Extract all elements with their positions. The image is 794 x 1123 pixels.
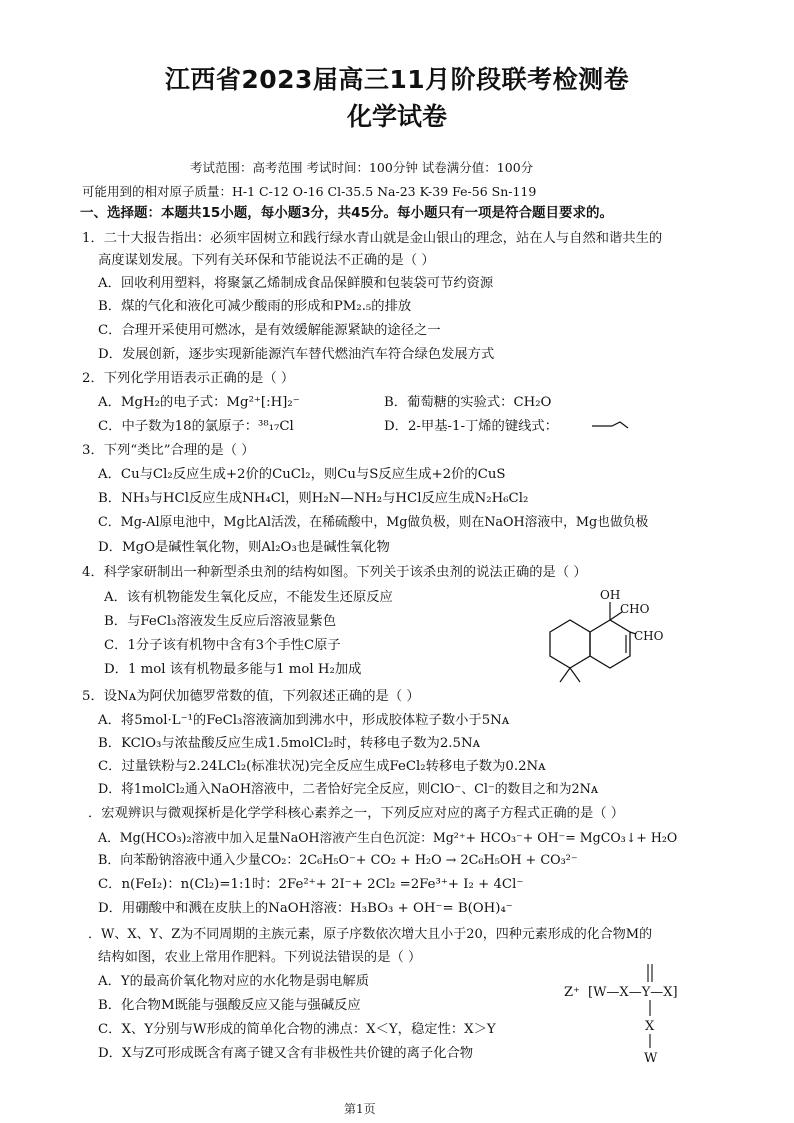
exam-title: 江西省2023届高三11月阶段联考检测卷 <box>164 65 630 94</box>
oh-label: OH <box>600 588 621 602</box>
page-number: 第1页 <box>344 1102 376 1116</box>
q1-option-c: C．合理开采使用可燃冰，是有效缓解能源紧缺的途径之一 <box>98 323 441 338</box>
section-heading: 一、选择题：本题共15小题，每小题3分，共45分。每小题只有一项是符合题目要求的。 <box>80 205 613 221</box>
struct-x-label: X <box>645 1019 655 1034</box>
q7-option-a: A．Y的最高价氧化物对应的水化物是弱电解质 <box>98 974 370 989</box>
q4-option-d: D．1 mol 该有机物最多能与1 mol H₂加成 <box>104 662 362 677</box>
struct-z-label: Z⁺ <box>564 985 580 1000</box>
compound-m-structure-diagram <box>560 958 700 1068</box>
q7-option-c: C．X、Y分别与W形成的简单化合物的沸点：X＜Y，稳定性：X＞Y <box>98 1022 496 1037</box>
q1-option-b: B．煤的气化和液化可减少酸雨的形成和PM₂.₅的排放 <box>98 299 412 314</box>
q1-option-d: D．发展创新，逐步实现新能源汽车替代燃油汽车符合绿色发展方式 <box>98 347 495 362</box>
q6-option-c: C．n(FeI₂)：n(Cl₂)=1:1时：2Fe²⁺+ 2I⁻+ 2Cl₂ =2Fe³⁺+ I₂ + 4Cl⁻ <box>98 877 524 892</box>
q5-option-a: A．将5mol·L⁻¹的FeCl₃溶液滴加到沸水中，形成胶体粒子数小于5Nᴀ <box>98 713 510 728</box>
q6-option-a: A．Mg(HCO₃)₂溶液中加入足量NaOH溶液产生白色沉淀：Mg²⁺+ HCO₃⁻+ OH⁻= MgCO₃↓+ H₂O <box>98 830 678 845</box>
q1-option-a: A．回收利用塑料，将聚氯乙烯制成食品保鲜膜和包装袋可节约资源 <box>98 276 494 291</box>
q4-option-a: A．该有机物能发生氧化反应，不能发生还原反应 <box>104 590 393 605</box>
cho-label-right: CHO <box>634 629 664 643</box>
atomic-masses: 可能用到的相对原子质量：H-1 C-12 O-16 Cl-35.5 Na-23 K-39 Fe-56 Sn-119 <box>82 184 537 199</box>
q2-option-c: C．中子数为18的氯原子：³⁸₁₇Cl <box>98 419 294 434</box>
q7-stem-line2: 结构如图，农业上常用作肥料。下列说法错误的是（ ） <box>98 950 422 965</box>
q5-option-b: B．KClO₃与浓盐酸反应生成1.5molCl₂时，转移电子数为2.5Nᴀ <box>98 736 481 751</box>
q7-stem-line1: ．W、X、Y、Z为不同周期的主族元素，原子序数依次增大且小于20，四种元素形成的化合物M的 <box>88 927 653 942</box>
q2-option-b: B．葡萄糖的实验式：CH₂O <box>384 395 552 410</box>
q1-stem-line2: 高度谋划发展。下列有关环保和节能说法不正确的是（ ） <box>98 253 435 268</box>
q4-option-b: B．与FeCl₃溶液发生反应后溶液显紫色 <box>104 614 337 629</box>
q4-option-c: C．1分子该有机物中含有3个手性C原子 <box>104 638 341 653</box>
exam-info: 考试范围：高考范围 考试时间：100分钟 试卷满分值：100分 <box>190 160 534 175</box>
struct-main-label: [W—X—Y—X] <box>588 985 678 1000</box>
q3-option-a: A．Cu与Cl₂反应生成+2价的CuCl₂，则Cu与S反应生成+2价的CuS <box>98 467 506 482</box>
insecticide-structure-diagram <box>520 584 670 694</box>
q2-option-a: A．MgH₂的电子式：Mg²⁺[:H]₂⁻ <box>98 395 300 410</box>
q4-stem: 4．科学家研制出一种新型杀虫剂的结构如图。下列关于该杀虫剂的说法正确的是（ ） <box>82 565 587 580</box>
cho-label-top: CHO <box>620 602 650 616</box>
q6-option-d: D．用硼酸中和溅在皮肤上的NaOH溶液：H₃BO₃ + OH⁻= B(OH)₄⁻ <box>98 901 513 916</box>
q5-stem: 5．设Nᴀ为阿伏加德罗常数的值，下列叙述正确的是（ ） <box>82 689 420 704</box>
q3-stem: 3．下列“类比”合理的是（ ） <box>82 443 255 458</box>
skeletal-formula-icon <box>590 418 630 432</box>
q2-option-d: D．2-甲基-1-丁烯的键线式： <box>384 419 559 434</box>
q6-option-b: B．向苯酚钠溶液中通入少量CO₂：2C₆H₅O⁻+ CO₂ + H₂O → 2C₆H₅OH + CO₃²⁻ <box>98 853 578 868</box>
q3-option-d: D．MgO是碱性氧化物，则Al₂O₃也是碱性氧化物 <box>98 540 390 555</box>
q2-stem: 2．下列化学用语表示正确的是（ ） <box>82 371 295 386</box>
struct-w-label: W <box>644 1051 658 1066</box>
q5-option-d: D．将1molCl₂通入NaOH溶液中，二者恰好完全反应，则ClO⁻、Cl⁻的数目之和为2Nᴀ <box>98 782 599 797</box>
q3-option-c: C．Mg-Al原电池中，Mg比Al活泼，在稀硫酸中，Mg做负极，则在NaOH溶液中，Mg也做负极 <box>98 515 649 530</box>
q3-option-b: B．NH₃与HCl反应生成NH₄Cl，则H₂N—NH₂与HCl反应生成N₂H₆Cl₂ <box>98 491 529 506</box>
q7-option-b: B．化合物M既能与强酸反应又能与强碱反应 <box>98 998 361 1013</box>
exam-subtitle: 化学试卷 <box>346 102 447 131</box>
q7-option-d: D．X与Z可形成既含有离子键又含有非极性共价键的离子化合物 <box>98 1046 474 1061</box>
q6-stem: ．宏观辨识与微观探析是化学学科核心素养之一，下列反应对应的离子方程式正确的是（ ） <box>88 806 625 821</box>
q1-stem-line1: 1．二十大报告指出：必须牢固树立和践行绿水青山就是金山银山的理念，站在人与自然和谐共生的 <box>82 231 663 246</box>
q5-option-c: C．过量铁粉与2.24LCl₂(标准状况)完全反应生成FeCl₂转移电子数为0.2Nᴀ <box>98 759 546 774</box>
